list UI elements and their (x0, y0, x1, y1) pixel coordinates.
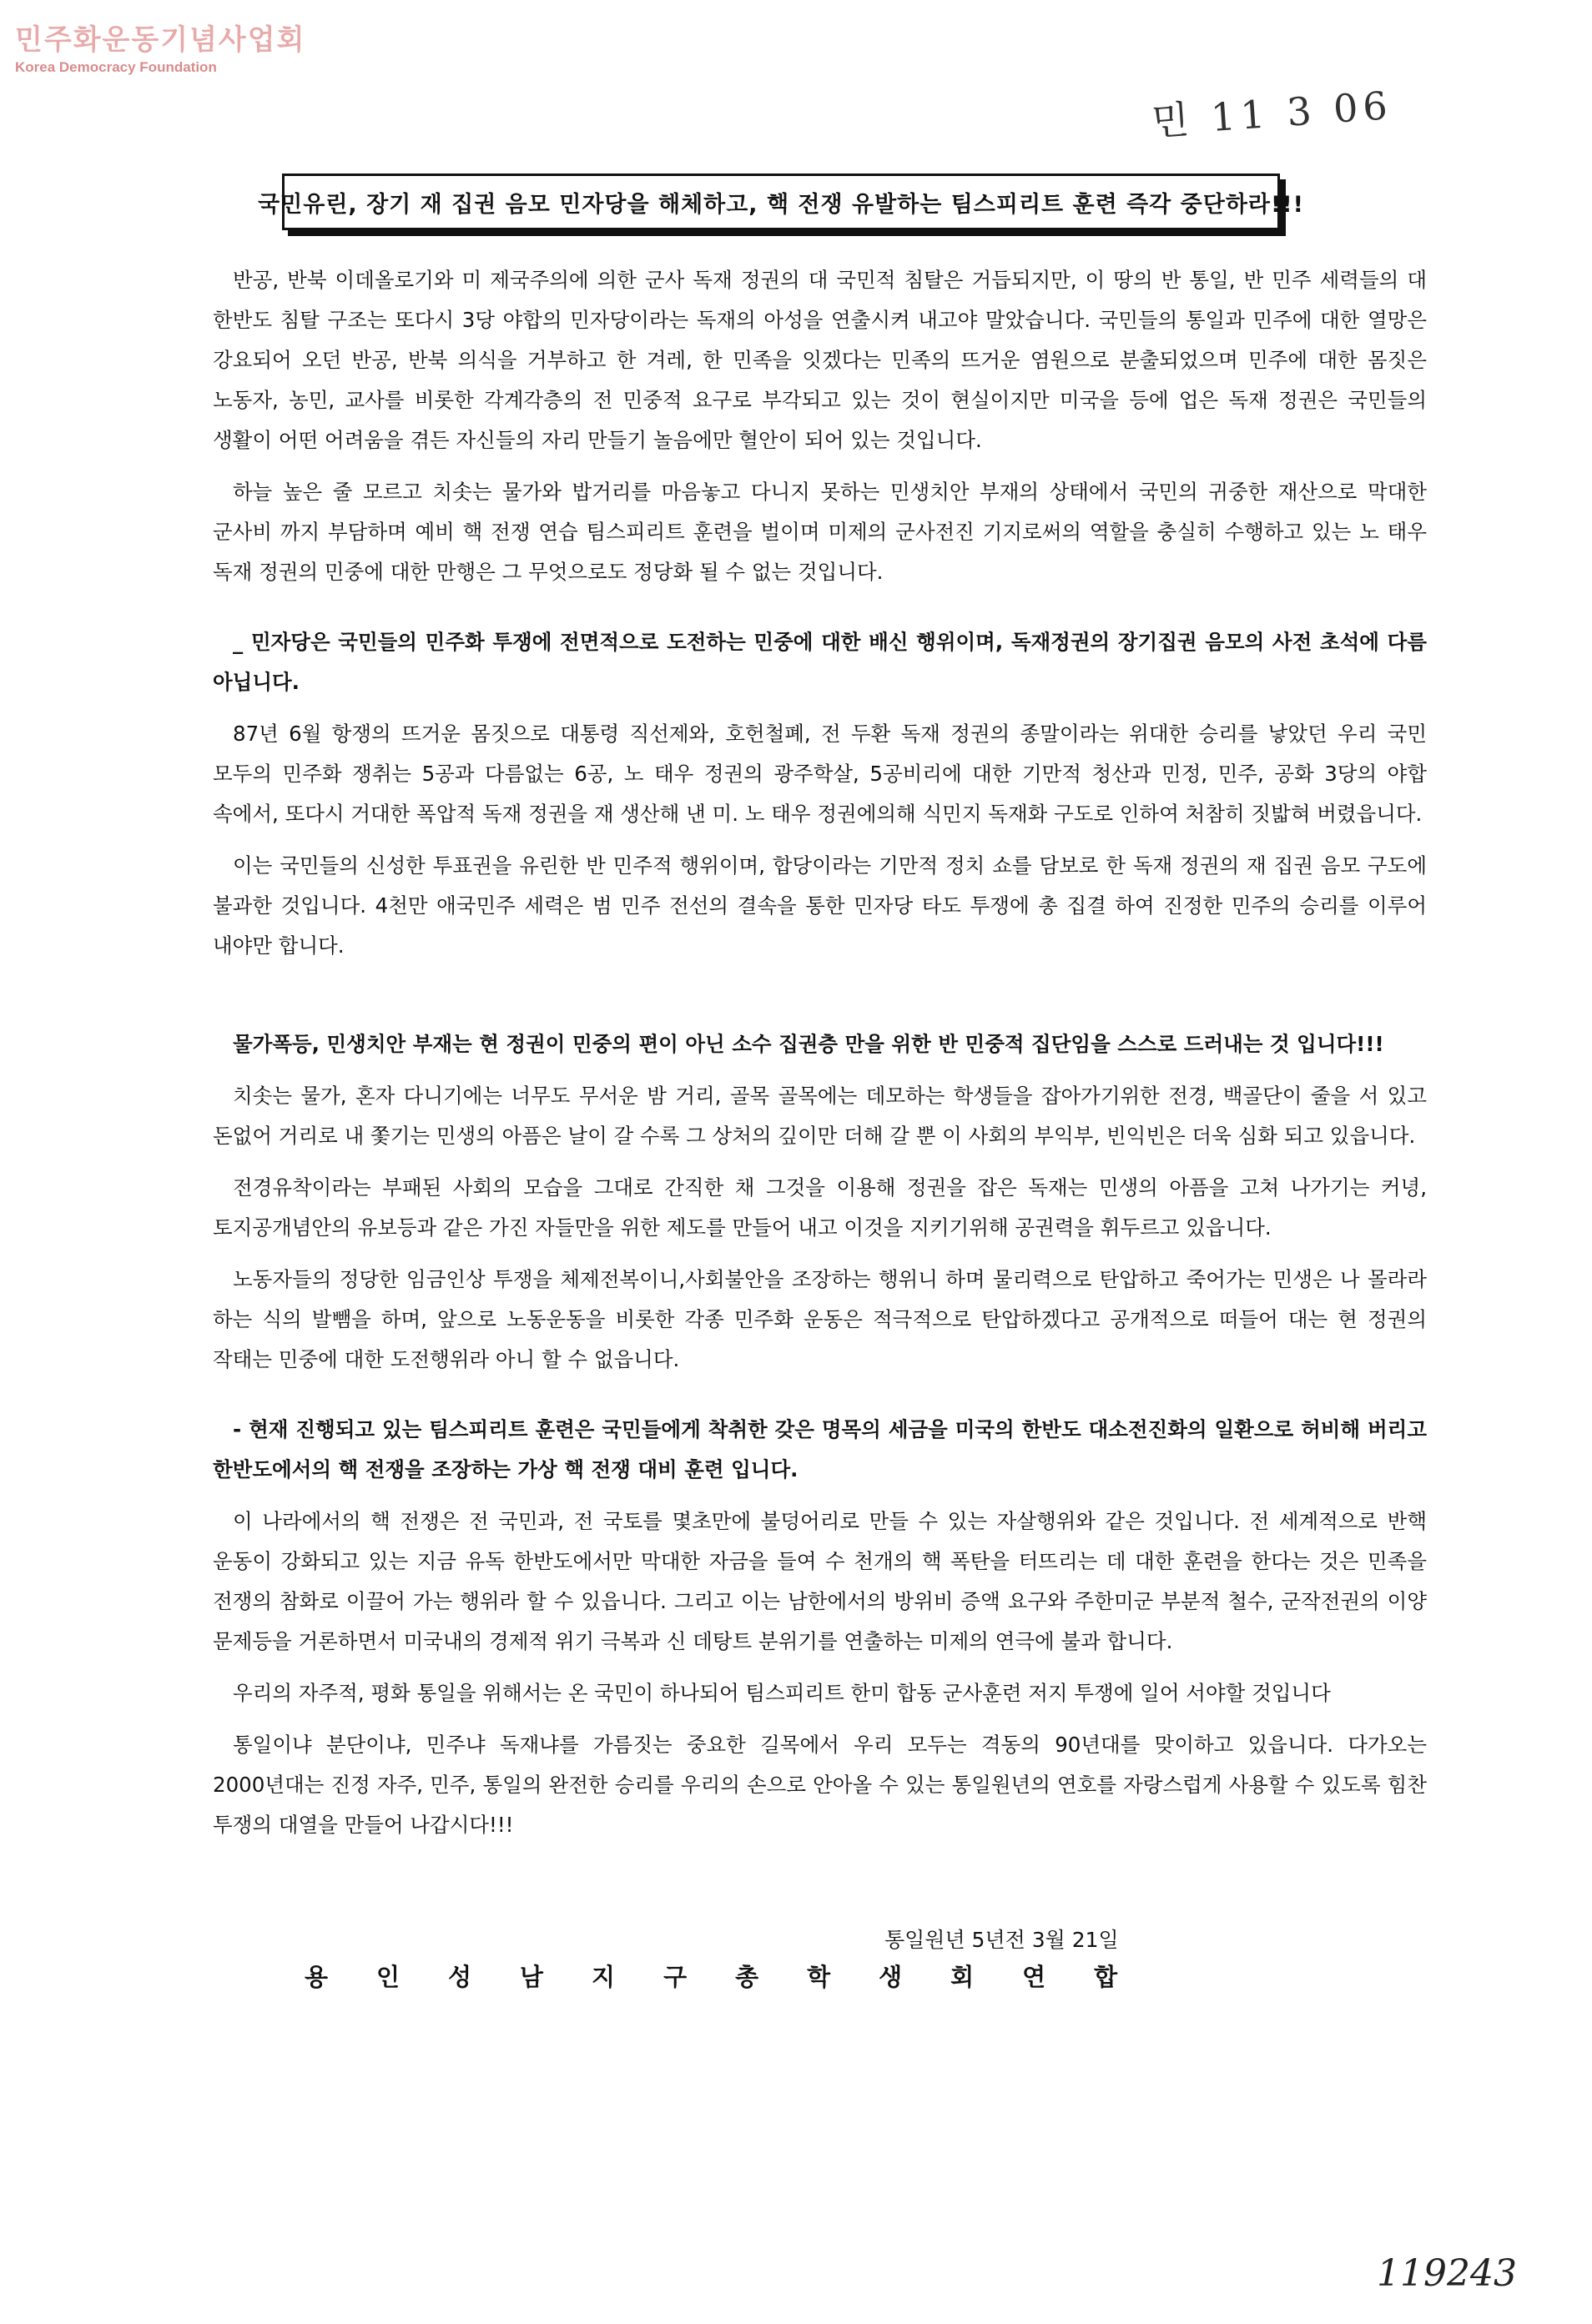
document-title: 국민유린, 장기 재 집권 음모 민자당을 해체하고, 핵 전쟁 유발하는 팀스피리트 훈련 즉각 중단하라!!! (258, 191, 1304, 218)
body-paragraph: 전경유착이라는 부패된 사회의 모습을 그대로 간직한 채 그것을 이용해 정권을 잡은 독재는 민생의 아픔을 고쳐 나가기는 커녕, 토지공개념안의 유보등과 같은 가진 자들만을 위한 제도를 만들어 내고 이것을 지키기위해 공권력을 휘두르고 있읍니다. (213, 1175, 1427, 1240)
body-paragraph: 이는 국민들의 신성한 투표권을 유린한 반 민주적 행위이며, 합당이라는 기만적 정치 쇼를 담보로 한 독재 정권의 재 집권 음모 구도에 불과한 것입니다. 4천만 애국민주 세력은 범 민주 전선의 결속을 통한 민자당 타도 투쟁에 총 집결 하여 진정한 민주의 승리를 이루어 내야만 합니다. (213, 853, 1427, 958)
body-paragraph: 87년 6월 항쟁의 뜨거운 몸짓으로 대통령 직선제와, 호헌철폐, 전 두환 독재 정권의 종말이라는 위대한 승리를 낳았던 우리 국민 모두의 민주화 쟁취는 5공과 다름없는 6공, 노 태우 정권의 광주학살, 5공비리에 대한 기만적 청산과 민정, 민주, 공화 3당의 야합 속에서, 또다시 거대한 폭압적 독재 정권을 재 생산해 낸 미. 노 태우 정권에의해 식민지 독재화 구도로 인하여 처참히 짓밟혀 버렸읍니다. (213, 722, 1427, 826)
watermark-english: Korea Democracy Foundation (15, 59, 217, 75)
section-heading: - 현재 진행되고 있는 팀스피리트 훈련은 국민들에게 착취한 갖은 명목의 세금을 미국의 한반도 대소전진화의 일환으로 허비해 버리고 한반도에서의 핵 전쟁을 조장하는 가상 핵 전쟁 대비 훈련 입니다. (213, 1417, 1427, 1481)
watermark-korean: 민주화운동기념사업회 (15, 23, 306, 57)
body-paragraph: 이 나라에서의 핵 전쟁은 전 국민과, 전 국토를 몇초만에 불덩어리로 만들 수 있는 자살행위와 같은 것입니다. 전 세계적으로 반핵 운동이 강화되고 있는 지금 유독 한반도에서만 막대한 자금을 들여 수 천개의 핵 폭탄을 터뜨리는 데 대한 훈련을 한다는 것은 민족을 전쟁의 참화로 이끌어 가는 행위라 할 수 있읍니다. 그리고 이는 남한에서의 방위비 증액 요구와 주한미군 부분적 철수, 군작전권의 이양 문제등을 거론하면서 미국내의 경제적 위기 극복과 신 데탕트 분위기를 연출하는 미제의 연극에 불과 합니다. (213, 1509, 1427, 1653)
watermark-logo (15, 17, 305, 76)
body-paragraph: 하늘 높은 줄 모르고 치솟는 물가와 밥거리를 마음놓고 다니지 못하는 민생치안 부재의 상태에서 국민의 귀중한 재산으로 막대한 군사비 까지 부담하며 예비 핵 전쟁 연습 팀스피리트 훈련을 벌이며 미제의 군사전진 기지로써의 역할을 충실히 수행하고 있는 노 태우 독재 정권의 민중에 대한 만행은 그 무엇으로도 정당화 될 수 없는 것입니다. (213, 480, 1427, 584)
body-paragraph: 치솟는 물가, 혼자 다니기에는 너무도 무서운 밤 거리, 골목 골목에는 데모하는 학생들을 잡아가기위한 전경, 백골단이 줄을 서 있고 돈없어 거리로 내 쫓기는 민생의 아픔은 날이 갈 수록 그 상처의 깊이만 더해 갈 뿐 이 사회의 부익부, 빈익빈은 더욱 심화 되고 있읍니다. (213, 1084, 1427, 1148)
archive-handwritten-mark: 민 11 3 06 (1150, 82, 1394, 144)
document-body (213, 260, 1427, 1857)
document-date: 통일원년 5년전 3월 21일 (884, 1928, 1119, 1952)
body-paragraph: 노동자들의 정당한 임금인상 투쟁을 체제전복이니,사회불안을 조장하는 행위니 하며 물리력으로 탄압하고 죽어가는 민생은 나 몰라라 하는 식의 발뺌을 하며, 앞으로 노동운동을 비롯한 각종 민주화 운동은 적극적으로 탄압하겠다고 공개적으로 떠들어 대는 현 정권의 작태는 민중에 대한 도전행위라 아니 할 수 없읍니다. (213, 1267, 1427, 1371)
body-paragraph: 우리의 자주적, 평화 통일을 위해서는 온 국민이 하나되어 팀스피리트 한미 합동 군사훈련 저지 투쟁에 일어 서야할 것입니다 (233, 1681, 1331, 1705)
body-paragraph: 통일이냐 분단이냐, 민주냐 독재냐를 가름짓는 중요한 길목에서 우리 모두는 격동의 90년대를 맞이하고 있읍니다. 다가오는 2000년대는 진정 자주, 민주, 통일의 완전한 승리를 우리의 손으로 안아올 수 있는 통일원년의 연호를 자랑스럽게 사용할 수 있도록 힘찬 투쟁의 대열을 만들어 나갑시다!!! (213, 1733, 1427, 1837)
page-number: 119243 (1377, 2252, 1517, 2295)
title-box (258, 174, 1304, 230)
section-heading: 물가폭등, 민생치안 부재는 현 정권이 민중의 편이 아닌 소수 집권층 만을 위한 반 민중적 집단임을 스스로 드러내는 것 입니다!!! (233, 1032, 1384, 1056)
body-paragraph: 반공, 반북 이데올로기와 미 제국주의에 의한 군사 독재 정권의 대 국민적 침탈은 거듭되지만, 이 땅의 반 통일, 반 민주 세력들의 대 한반도 침탈 구조는 또다시 3당 야합의 민자당이라는 독재의 아성을 연출시켜 내고야 말았습니다. 국민들의 통일과 민주에 대한 열망은 강요되어 오던 반공, 반북 의식을 거부하고 한 겨레, 한 민족을 잇겠다는 민족의 뜨거운 염원으로 분출되었으며 민주에 대한 몸짓은 노동자, 농민, 교사를 비롯한 각계각층의 전 민중적 요구로 부각되고 있는 것이 현실이지만 미국을 등에 업은 독재 정권은 국민들의 생활이 어떤 어려움을 겪든 자신들의 자리 만들기 놀음에만 혈안이 되어 있는 것입니다. (213, 268, 1427, 452)
section-heading: _ 민자당은 국민들의 민주화 투쟁에 전면적으로 도전하는 민중에 대한 배신 행위이며, 독재정권의 장기집권 음모의 사전 초석에 다름 아닙니다. (213, 630, 1427, 694)
issuing-organization: 용인성남지구총학생회연합 (305, 1963, 1166, 1991)
